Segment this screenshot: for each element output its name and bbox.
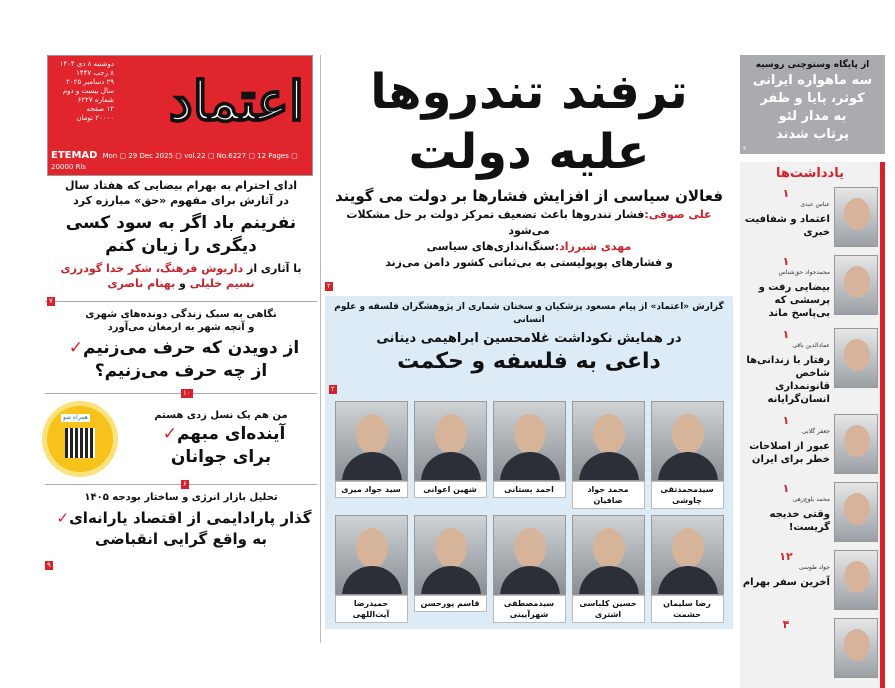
feature-box[interactable]: گزارش «اعتماد» از پیام مسعود پزشکیان و سخنان شماری از پژوهشگران فلسفه و علوم انسانی در همایش نکوداشت غلامحسین ابراهیمی دینانی داعی به فلسفه و حکمت ۲ سیدمحمدتقی چاوشی محمد جواد صافیان احمد بستانی شهین اعوانی سید جواد میری رضا سلیمان حشمت حسین کلباسی اشتری سیدمصطفی شهرآیینی قاسم پورحسن حمیدرضا آیت‌اللهی: [325, 296, 733, 629]
portrait-caption: سیدمصطفی شهرآیینی: [493, 595, 566, 623]
portrait-caption: سید جواد میری: [335, 481, 408, 498]
page-number: ۱: [782, 414, 790, 427]
portrait-photo: [651, 515, 724, 595]
note-item[interactable]: [740, 410, 880, 478]
author-photo: [834, 187, 878, 247]
page-number: ۲: [331, 385, 335, 393]
note-title: آخرین سفر بهرام: [742, 577, 830, 588]
note-title: عبور از اصلاحات خطر برای ایران: [749, 441, 830, 465]
story-running[interactable]: نگاهی به سبک زندگی دونده‌های شهری و آنچه شهر به ارمغان می‌آورد از دویدن که حرف می‌زنیم✓ از چه حرف می‌زنیم؟: [68, 309, 300, 381]
portrait-cell: [572, 515, 645, 623]
portrait-photo: [651, 401, 724, 481]
check-icon: ✓: [68, 338, 83, 358]
note-author: محمد بلوچ‌زهی: [792, 496, 830, 503]
page-number: ۱: [782, 187, 790, 200]
divider: [45, 297, 317, 305]
page-number: ۲: [327, 282, 331, 290]
right-column: [740, 55, 885, 688]
note-item[interactable]: [740, 546, 880, 614]
page-number: ۹: [47, 561, 51, 569]
page-number: ۱۲: [779, 550, 793, 563]
left-column: [45, 178, 317, 575]
column-rule: [320, 55, 321, 643]
portrait-cell: [414, 515, 487, 623]
page-number: ۴: [782, 618, 790, 631]
note-author: محمدجواد حق‌شناس: [778, 269, 830, 276]
portrait-cell: [651, 401, 724, 509]
sun-qr-graphic[interactable]: همراه شو: [47, 406, 113, 472]
author-photo: [834, 550, 878, 610]
page-number: ۶: [183, 480, 187, 488]
author-photo: [834, 618, 878, 678]
main-column: [325, 62, 733, 629]
notes-section: [740, 162, 885, 688]
portrait-caption: قاسم پورحسن: [414, 595, 487, 612]
note-author: عباس عبدی: [800, 201, 830, 208]
check-icon: ✓: [162, 424, 177, 444]
masthead-strip: ETEMAD Mon ▢ 29 Dec 2025 ▢ vol.22 ▢ No.6227 ▢ 12 Pages ▢ 20000 Rls: [51, 150, 298, 171]
author-photo: [834, 255, 878, 315]
satellite-story[interactable]: از پایگاه وستوچنی روسیه سه ماهواره ایرانی کوثر، پایا و ظفر به مدار لئو پرتاب شدند ۲: [740, 55, 885, 154]
story-beyzaie[interactable]: ادای احترام به بهرام بیضایی که هفتاد سال در آثارش برای مفهوم «حق» مبارزه کرد نفرینم باد اگر به سود کسی دیگری را زیان کنم با آثاری از داریوش فرهنگ، شکر خدا گودرزی نسیم خلیلی و بهنام ناصری: [60, 179, 302, 290]
note-item[interactable]: [740, 324, 880, 410]
divider: [45, 389, 317, 397]
portrait-caption: حسین کلباسی اشتری: [572, 595, 645, 623]
portrait-cell: [335, 401, 408, 509]
page-number: ۱: [782, 328, 790, 341]
story-budget[interactable]: تحلیل بازار انرژی و ساختار بودجه ۱۴۰۵ گذار پارادایمی از اقتصاد یارانه‌ای✓ به واقع گرایی انقباضی ۹: [47, 492, 312, 569]
author-photo: [834, 482, 878, 542]
portrait-photo: [335, 515, 408, 595]
portrait-caption: محمد جواد صافیان: [572, 481, 645, 509]
divider: [45, 480, 317, 488]
note-item[interactable]: [740, 251, 880, 324]
story-youth[interactable]: همراه شو من هم یک نسل زدی هستم آینده‌ای مبهم✓ برای جوانان: [45, 400, 317, 478]
portrait-photo: [572, 401, 645, 481]
portrait-caption: شهین اعوانی: [414, 481, 487, 498]
qr-code: [65, 428, 95, 458]
main-story[interactable]: فعالان سیاسی از افزایش فشارها بر دولت می گویند علی صوفی:فشار تندروها باعث تضعیف تمرکز دولت بر حل مشکلات می‌شود مهدی شیرزاد:سنگ‌اندازی‌های سیاسی و فشارهای پوپولیستی به بی‌ثباتی کشور دامن می‌زند ۲: [327, 187, 724, 290]
portrait-grid: [329, 401, 729, 623]
portrait-photo: [414, 401, 487, 481]
note-author: جعفر گلابی: [802, 428, 830, 435]
note-item[interactable]: [740, 614, 880, 682]
portrait-cell: [572, 401, 645, 509]
note-title: رفتار با زندانی‌ها شاخص قانونمداری انسان‌گرایانه: [746, 355, 830, 405]
notes-title: یادداشت‌ها: [775, 166, 844, 181]
portrait-photo: [335, 401, 408, 481]
masthead: [47, 55, 313, 176]
portrait-cell: [335, 515, 408, 623]
portrait-photo: [493, 401, 566, 481]
portrait-cell: [414, 401, 487, 509]
page-number: ۱: [782, 482, 790, 495]
author-photo: [834, 414, 878, 474]
note-author: جواد طوسی: [799, 564, 830, 571]
page-number: ۱۰: [183, 389, 191, 397]
author-photo: [834, 328, 878, 388]
portrait-caption: رضا سلیمان حشمت: [651, 595, 724, 623]
note-title: اعتماد و شفافیت خبری: [744, 214, 830, 238]
portrait-caption: حمیدرضا آیت‌اللهی: [335, 595, 408, 623]
page-number: ۲: [743, 145, 747, 152]
note-item[interactable]: [740, 183, 880, 251]
page-number: ۷: [49, 297, 53, 305]
check-icon: ✓: [56, 509, 70, 527]
note-author: عمادالدین باقی: [792, 342, 830, 349]
portrait-photo: [414, 515, 487, 595]
portrait-cell: [493, 401, 566, 509]
main-headline[interactable]: ترفند تندروها علیه دولت: [370, 64, 688, 180]
portrait-cell: [493, 515, 566, 623]
note-title: وقتی خدیجه گریست!: [769, 509, 830, 533]
note-item[interactable]: [740, 478, 880, 546]
portrait-caption: احمد بستانی: [493, 481, 566, 498]
masthead-date: دوشنبه ۸ دی ۱۴۰۴ ۸ رجب ۱۴۴۷ ۲۹ دسامبر ۲۰۲۵ سال بیست و دوم شماره ۶۲۲۷ ۱۲ صفحه ۲۰۰۰۰ تومان: [59, 60, 114, 122]
logo: اعتماد: [168, 69, 304, 133]
portrait-cell: [651, 515, 724, 623]
portrait-photo: [493, 515, 566, 595]
page-number: ۱: [782, 255, 790, 268]
note-title: بیضایی رفت و پرسشی که بی‌پاسخ ماند: [758, 282, 830, 319]
portrait-photo: [572, 515, 645, 595]
portrait-caption: سیدمحمدتقی چاوشی: [651, 481, 724, 509]
